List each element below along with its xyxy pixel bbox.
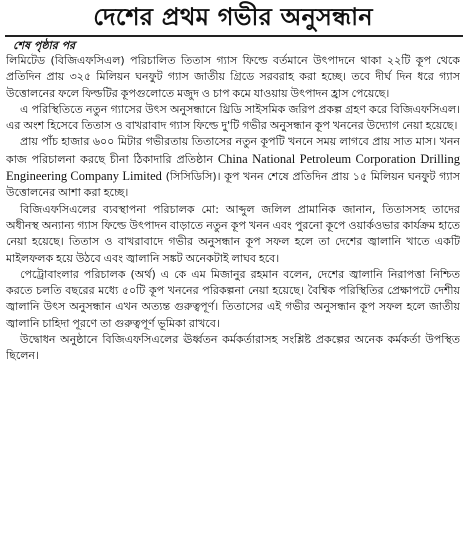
- headline-divider: [5, 35, 463, 37]
- paragraph-4: বিজিএফসিএলের ব্যবস্থাপনা পরিচালক মো: আব্দুল জলিল প্রামানিক জানান, তিতাসসহ তাদের অধীনস্থ অন্যান্য গ্যাস ফিল্ডে উৎপাদন বাড়াতে নতুন কূপ খনন এবং পুরনো কূপে ওয়ার্কওভার কার্যক্রম হাতে নেয়া হয়েছে। তিতাস ও বাখরাবাদে গভীর অনুসন্ধান কূপ সফল হলে তা দেশের জ্বালানি খাতে একটি মাইলফলক হয়ে উঠবে এবং জ্বালানি সঙ্কট অনেকটাই লাঘব হবে।: [6, 202, 460, 265]
- paragraph-6: উদ্বোধন অনুষ্ঠানে বিজিএফসিএলের ঊর্ধ্বতন কর্মকর্তারাসহ সংশ্লিষ্ট প্রকল্পের অনেক কর্মকর্তা উপস্থিত ছিলেন।: [6, 333, 460, 363]
- article-body: [6, 53, 460, 548]
- paragraph-3-tail: (সিসিডিসি)। কূপ খনন শেষে প্রতিদিন প্রায় ১৫ মিলিয়ন ঘনফুট গ্যাস উত্তোলনের আশা করা হচ্ছে।: [6, 170, 460, 200]
- company-name: China National Petroleum Corporation Drilling Engineering Company Limited: [6, 151, 460, 184]
- paragraph-3: [6, 134, 460, 201]
- paragraph-2: এ পরিস্থিতিতে নতুন গ্যাসের উৎস অনুসন্ধানে থ্রিডি সাইসমিক জরিপ প্রকল্প গ্রহণ করে বিজিএফসিএল। এর অংশ হিসেবে তিতাস ও বাখরাবাদ গ্যাস ফিল্ডে দু'টি গভীর অনুসন্ধান কূপ খননের উদ্যোগ নেয়া হয়েছে।: [6, 102, 460, 133]
- paragraph-1: লিমিটেড (বিজিএফসিএল) পরিচালিত তিতাস গ্যাস ফিল্ডে বর্তমানে উৎপাদনে থাকা ২২টি কূপ থেকে প্রতিদিন প্রায় ৩২৫ মিলিয়ন ঘনফুট গ্যাস জাতীয় গ্রিডে সরবরাহ করা হচ্ছে। তবে দীর্ঘ দিন ধরে গ্যাস উত্তোলনের ফলে ফিল্ডটির কূপগুলোতে মজুদ ও চাপ কমে যাওয়ায় উৎপাদন হ্রাস পেয়েছে।: [6, 54, 460, 100]
- article-headline: দেশের প্রথম গভীর অনুসন্ধান: [93, 3, 373, 31]
- paragraph-3-lead: প্রায় পাঁচ হাজার ৬০০ মিটার গভীরতায় তিতাসের নতুন কূপটি খননে সময় লাগবে প্রায় সাত মাস। খনন কাজ পরিচালনা করছে চীনা ঠিকাদারি প্রতিষ্ঠান: [6, 135, 460, 166]
- paragraph-5: পেট্রোবাংলার পরিচালক (অর্থ) এ কে এম মিজানুর রহমান বলেন, দেশের জ্বালানি নিরাপত্তা নিশ্চিত করতে চলতি বছরের মধ্যে ৫০টি কূপ খননের পরিকল্পনা নেয়া হয়েছে। বৈশ্বিক পরিস্থিতির প্রেক্ষাপটে দেশীয় জ্বালানি উৎস অনুসন্ধান এখন অত্যন্ত গুরুত্বপূর্ণ। তিতাসের এই গভীর অনুসন্ধান কূপ সফল হলে জাতীয় জ্বালানি চাহিদা পূরণে তা গুরুত্বপূর্ণ ভূমিকা রাখবে।: [6, 267, 460, 330]
- continuation-label: শেষ পৃষ্ঠার পর: [13, 39, 76, 52]
